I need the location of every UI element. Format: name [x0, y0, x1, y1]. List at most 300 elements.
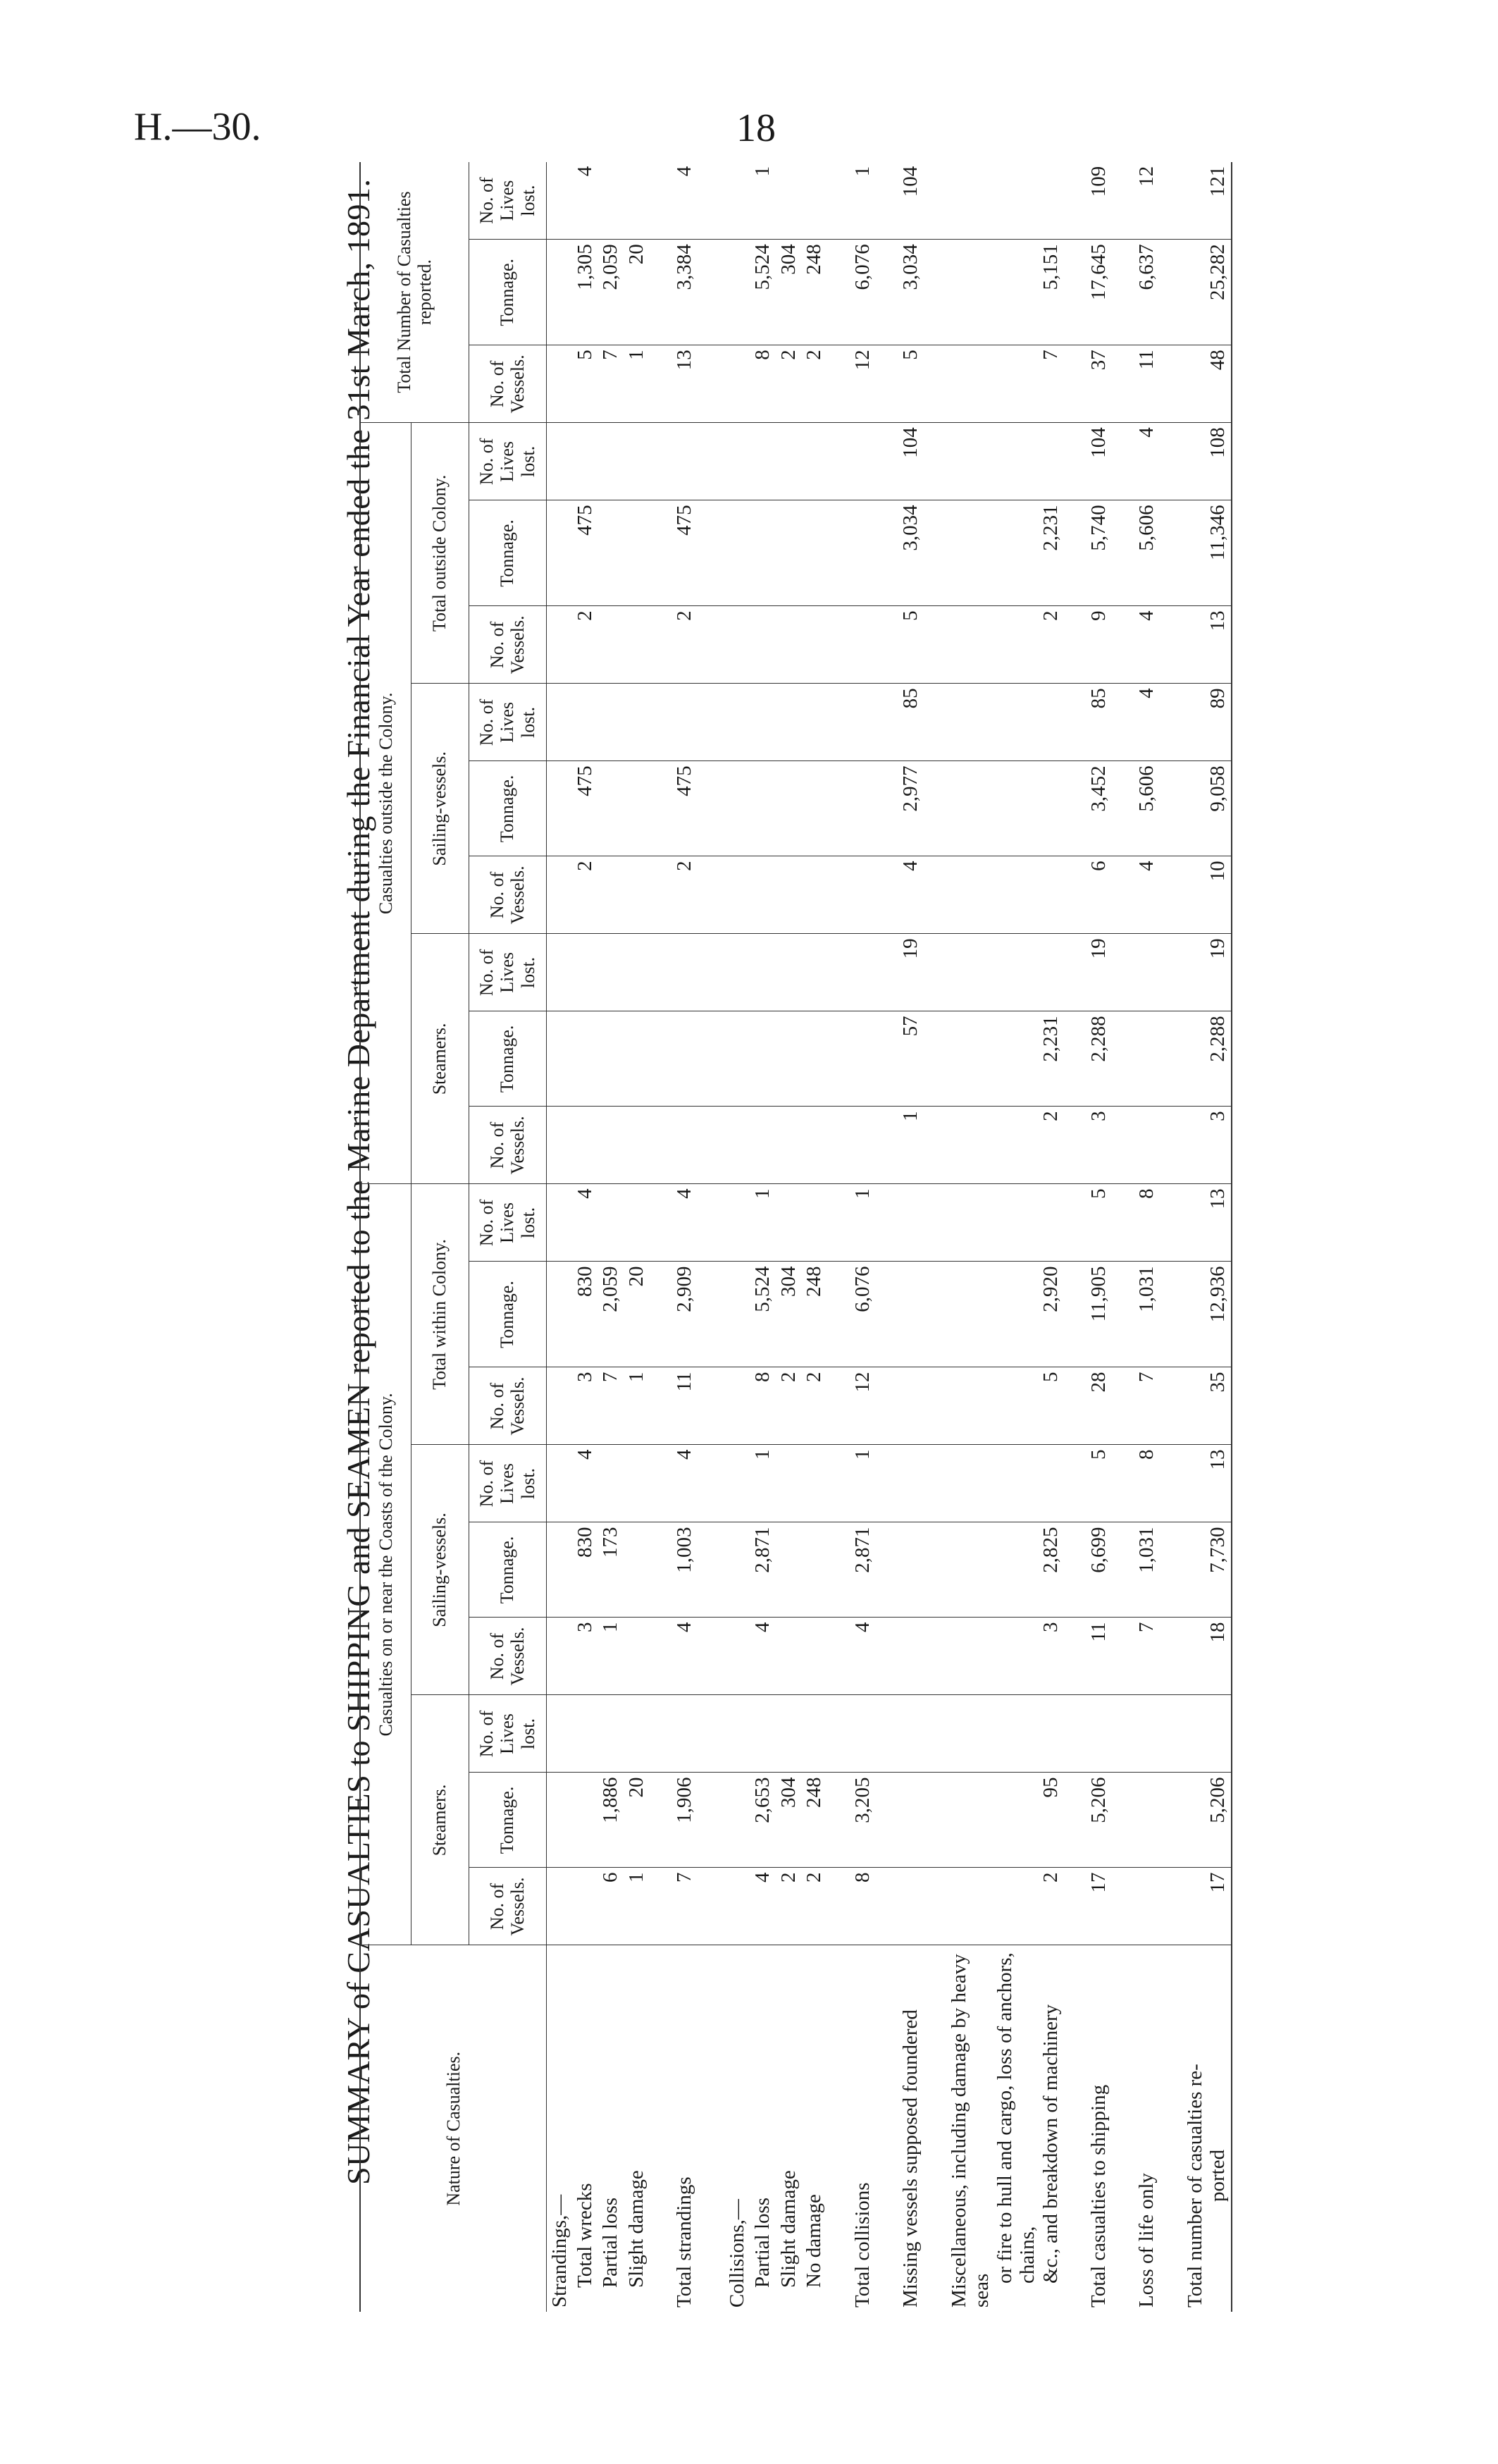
table-cell — [827, 606, 875, 684]
table-cell: 17,645 — [1063, 240, 1111, 345]
table-cell: 2,909 — [649, 1262, 697, 1367]
table-cell: 2 — [649, 606, 697, 684]
table-cell — [598, 500, 623, 606]
table-cell: 35 — [1160, 1367, 1232, 1445]
table-cell — [598, 423, 623, 500]
table-cell — [624, 1184, 649, 1262]
table-cell — [1160, 1695, 1232, 1773]
table-cell — [624, 934, 649, 1011]
table-row — [776, 162, 801, 2312]
table-cell — [572, 684, 598, 761]
table-cell — [827, 761, 875, 856]
table-cell: 475 — [572, 500, 598, 606]
table-cell: 475 — [649, 761, 697, 856]
table-cell: 8 — [1111, 1445, 1159, 1522]
table-cell: 4 — [750, 1868, 775, 1945]
table-cell — [624, 606, 649, 684]
table-cell: 475 — [649, 500, 697, 606]
row-label: Total wrecks — [573, 2183, 596, 2288]
table-cell: 121 — [1160, 162, 1232, 240]
table-cell: 1 — [750, 1184, 775, 1262]
table-cell: 13 — [1160, 1445, 1232, 1522]
table-cell — [776, 500, 801, 606]
table-cell: 5 — [572, 345, 598, 423]
col-vessels: No. of Vessels. — [469, 1868, 546, 1945]
table-cell — [776, 1445, 801, 1522]
table-cell — [801, 1011, 827, 1107]
table-cell — [924, 934, 1063, 1011]
table-cell: 1 — [750, 162, 775, 240]
table-cell: 3 — [1160, 1107, 1232, 1184]
table-cell — [875, 1445, 923, 1522]
table-cell: 1 — [598, 1618, 623, 1695]
table-cell: 57 — [875, 1011, 923, 1107]
table-cell — [776, 761, 801, 856]
table-cell: 20 — [624, 1773, 649, 1868]
table-cell: 2,231 — [924, 1011, 1063, 1107]
table-cell: 48 — [1160, 345, 1232, 423]
sub-steamers-within: Steamers. — [411, 1695, 469, 1945]
table-row — [624, 162, 649, 2312]
table-cell: 830 — [572, 1522, 598, 1618]
table-cell — [598, 606, 623, 684]
table-row — [750, 162, 775, 2312]
table-cell — [598, 1184, 623, 1262]
table-cell — [572, 1868, 598, 1945]
casualty-summary-table — [359, 162, 1232, 2312]
table-cell: 3 — [924, 1618, 1063, 1695]
table-cell — [801, 934, 827, 1011]
table-cell — [1111, 1107, 1159, 1184]
table-cell: 5,524 — [750, 1262, 775, 1367]
table-cell: 6 — [1063, 856, 1111, 934]
table-cell: 20 — [624, 1262, 649, 1367]
table-cell — [827, 934, 875, 1011]
table-cell: 2 — [572, 856, 598, 934]
table-cell: 173 — [598, 1522, 623, 1618]
table-cell: 7 — [1111, 1367, 1159, 1445]
table-cell: 11,905 — [1063, 1262, 1111, 1367]
table-cell: 7,730 — [1160, 1522, 1232, 1618]
table-cell: 18 — [1160, 1618, 1232, 1695]
sub-total-within: Total within Colony. — [411, 1184, 469, 1445]
col-lives: No. of Lives lost. — [469, 1184, 546, 1262]
table-cell — [776, 934, 801, 1011]
table-cell: 3,384 — [649, 240, 697, 345]
table-cell — [827, 1107, 875, 1184]
table-cell: 13 — [1160, 606, 1232, 684]
table-cell: 5,206 — [1160, 1773, 1232, 1868]
table-cell: 5,606 — [1111, 500, 1159, 606]
table-cell: 2 — [801, 1868, 827, 1945]
table-cell: 10 — [1160, 856, 1232, 934]
table-cell: 7 — [924, 345, 1063, 423]
table-cell — [875, 1367, 923, 1445]
table-cell: 1 — [624, 345, 649, 423]
table-cell: 5 — [924, 1367, 1063, 1445]
table-cell: 37 — [1063, 345, 1111, 423]
table-cell: 6,076 — [827, 1262, 875, 1367]
table-cell — [1111, 934, 1159, 1011]
table-cell: 5,606 — [1111, 761, 1159, 856]
table-cell: 12,936 — [1160, 1262, 1232, 1367]
col-lives: No. of Lives lost. — [469, 934, 546, 1011]
table-cell: 3,034 — [875, 240, 923, 345]
table-cell — [572, 1773, 598, 1868]
table-cell — [750, 1695, 775, 1773]
table-cell — [875, 1522, 923, 1618]
table-cell — [827, 1695, 875, 1773]
table-cell — [924, 1695, 1063, 1773]
row-label — [1160, 1945, 1232, 2312]
table-cell — [776, 162, 801, 240]
table-cell: 17 — [1160, 1868, 1232, 1945]
table-cell: 19 — [875, 934, 923, 1011]
table-cell — [649, 1695, 697, 1773]
table-cell: 7 — [598, 345, 623, 423]
table-cell — [1111, 1011, 1159, 1107]
table-cell: 1,305 — [572, 240, 598, 345]
table-cell: 2 — [776, 1367, 801, 1445]
table-cell — [598, 761, 623, 856]
table-cell: 248 — [801, 240, 827, 345]
table-cell: 1 — [827, 162, 875, 240]
section-header-strandings — [546, 162, 572, 2312]
table-cell: 248 — [801, 1773, 827, 1868]
table-cell — [801, 1445, 827, 1522]
table-cell — [750, 500, 775, 606]
table-cell: 1,003 — [649, 1522, 697, 1618]
table-cell: 1 — [875, 1107, 923, 1184]
table-cell: 7 — [649, 1868, 697, 1945]
table-cell: 85 — [875, 684, 923, 761]
table-cell — [924, 1445, 1063, 1522]
table-cell: 2,059 — [598, 240, 623, 345]
table-cell: 2 — [924, 1868, 1063, 1945]
table-cell: 7 — [598, 1367, 623, 1445]
row-label: Loss of life only — [1135, 2173, 1158, 2308]
table-cell — [598, 856, 623, 934]
row-label-line: or fire to hull and cargo, loss of anchors, chains, — [993, 1952, 1039, 2284]
row-label — [924, 1945, 1063, 2312]
table-cell: 6,637 — [1111, 240, 1159, 345]
table-cell: 85 — [1063, 684, 1111, 761]
table-cell: 5 — [1063, 1445, 1111, 1522]
table-cell — [924, 423, 1063, 500]
table-cell: 104 — [875, 423, 923, 500]
table-cell: 4 — [875, 856, 923, 934]
section-label: Collisions,— — [725, 2199, 748, 2308]
table-cell: 3,205 — [827, 1773, 875, 1868]
table-row — [1160, 162, 1232, 2312]
table-cell: 2,288 — [1063, 1011, 1111, 1107]
table-cell: 7 — [1111, 1618, 1159, 1695]
table-cell: 2,825 — [924, 1522, 1063, 1618]
table-cell — [624, 423, 649, 500]
sub-sailing-within: Sailing-vessels. — [411, 1445, 469, 1695]
table-cell: 19 — [1063, 934, 1111, 1011]
table-cell: 89 — [1160, 684, 1232, 761]
table-cell: 108 — [1160, 423, 1232, 500]
table-cell: 6,699 — [1063, 1522, 1111, 1618]
table-cell — [624, 761, 649, 856]
table-cell — [598, 684, 623, 761]
table-cell: 11 — [1111, 345, 1159, 423]
table-cell — [801, 1184, 827, 1262]
table-cell — [875, 1695, 923, 1773]
row-label: Slight damage — [776, 2170, 800, 2288]
table-cell — [598, 1107, 623, 1184]
table-cell — [624, 1522, 649, 1618]
table-cell: 2,059 — [598, 1262, 623, 1367]
table-cell: 5 — [875, 606, 923, 684]
table-cell: 1,031 — [1111, 1262, 1159, 1367]
table-cell: 304 — [776, 1262, 801, 1367]
col-vessels: No. of Vessels. — [469, 345, 546, 423]
table-cell: 8 — [750, 345, 775, 423]
table-cell: 830 — [572, 1262, 598, 1367]
table-cell: 6,076 — [827, 240, 875, 345]
col-tonnage: Tonnage. — [469, 1011, 546, 1107]
table-cell — [649, 934, 697, 1011]
table-cell: 1 — [827, 1184, 875, 1262]
table-cell: 1,886 — [598, 1773, 623, 1868]
table-cell — [875, 1262, 923, 1367]
table-cell: 1,031 — [1111, 1522, 1159, 1618]
document-title: SUMMARY of CASUALTIES to SHIPPING and SEAMEN reported to the Marine Department during the Financial Year ended the 31st March, 1891. — [340, 178, 376, 2185]
table-cell: 4 — [649, 1618, 697, 1695]
col-tonnage: Tonnage. — [469, 761, 546, 856]
table-cell: 4 — [649, 1184, 697, 1262]
table-cell: 4 — [649, 1445, 697, 1522]
table-cell: 2 — [924, 606, 1063, 684]
table-cell: 4 — [1111, 684, 1159, 761]
table-cell — [572, 1011, 598, 1107]
section-header-collisions — [698, 162, 750, 2312]
table-row — [801, 162, 827, 2312]
table-cell — [801, 761, 827, 856]
section-label: Strandings,— — [547, 2194, 571, 2308]
table-cell — [598, 1011, 623, 1107]
group-within-colony: Casualties on or near the Coasts of the Colony. — [360, 1184, 411, 1945]
table-cell — [1111, 1868, 1159, 1945]
table-cell: 20 — [624, 240, 649, 345]
table-cell — [801, 423, 827, 500]
table-cell — [598, 1695, 623, 1773]
table-cell — [924, 162, 1063, 240]
table-cell — [750, 684, 775, 761]
col-vessels: No. of Vessels. — [469, 1367, 546, 1445]
table-cell — [924, 684, 1063, 761]
table-row — [827, 162, 875, 2312]
table-cell: 11,346 — [1160, 500, 1232, 606]
col-tonnage: Tonnage. — [469, 1522, 546, 1618]
table-cell — [801, 500, 827, 606]
row-label: Total casualties to shipping — [1087, 2084, 1110, 2308]
table-cell: 6 — [598, 1868, 623, 1945]
table-cell — [776, 684, 801, 761]
col-lives: No. of Lives lost. — [469, 162, 546, 240]
row-label-line: ported — [1206, 2149, 1230, 2202]
table-cell: 5 — [1063, 1184, 1111, 1262]
table-cell: 1 — [827, 1445, 875, 1522]
table-cell — [801, 1522, 827, 1618]
table-cell: 12 — [1111, 162, 1159, 240]
table-cell — [649, 1107, 697, 1184]
table-cell — [572, 934, 598, 1011]
col-tonnage: Tonnage. — [469, 1773, 546, 1868]
table-cell — [624, 684, 649, 761]
page-number: 18 — [736, 106, 776, 150]
table-cell — [750, 1107, 775, 1184]
row-label-line: &c., and breakdown of machinery — [1039, 2004, 1062, 2284]
table-cell: 304 — [776, 240, 801, 345]
table-cell: 4 — [572, 162, 598, 240]
table-cell: 109 — [1063, 162, 1111, 240]
table-row — [572, 162, 598, 2312]
rotated-table-wrapper — [359, 166, 1230, 2312]
row-label: Total strandings — [673, 2176, 696, 2308]
table-cell — [924, 761, 1063, 856]
table-cell: 2,231 — [924, 500, 1063, 606]
row-label-line: Miscellaneous, including damage by heavy seas — [947, 1954, 993, 2308]
table-cell — [924, 1184, 1063, 1262]
table-cell — [598, 1445, 623, 1522]
row-label: Slight damage — [624, 2170, 648, 2288]
table-cell — [776, 1522, 801, 1618]
document-reference: H.—30. — [134, 105, 261, 149]
group-outside-colony: Casualties outside the Colony. — [360, 423, 411, 1184]
table-cell — [750, 934, 775, 1011]
table-cell — [776, 1695, 801, 1773]
col-lives: No. of Lives lost. — [469, 1445, 546, 1522]
table-cell: 8 — [750, 1367, 775, 1445]
table-cell — [572, 1107, 598, 1184]
row-label-line: Total number of casualties re- — [1183, 2064, 1206, 2308]
table-cell — [776, 1107, 801, 1184]
table-cell — [801, 684, 827, 761]
row-label: Partial loss — [751, 2197, 774, 2288]
sub-sailing-outside: Sailing-vessels. — [411, 684, 469, 934]
group-total-reported: Total Number of Casualties reported. — [360, 162, 469, 423]
table-cell: 2,288 — [1160, 1011, 1232, 1107]
table-cell: 13 — [1160, 1184, 1232, 1262]
table-cell: 8 — [1111, 1184, 1159, 1262]
table-cell: 104 — [875, 162, 923, 240]
table-cell — [598, 162, 623, 240]
table-cell: 5,206 — [1063, 1773, 1111, 1868]
col-vessels: No. of Vessels. — [469, 1618, 546, 1695]
table-cell — [624, 162, 649, 240]
table-cell — [572, 1695, 598, 1773]
table-cell: 9 — [1063, 606, 1111, 684]
table-cell: 1 — [624, 1367, 649, 1445]
table-cell — [801, 1107, 827, 1184]
table-cell — [572, 423, 598, 500]
table-cell — [750, 856, 775, 934]
table-cell — [801, 1695, 827, 1773]
table-cell: 5,524 — [750, 240, 775, 345]
table-cell — [875, 1184, 923, 1262]
sub-total-outside: Total outside Colony. — [411, 423, 469, 684]
table-cell — [624, 1107, 649, 1184]
table-cell: 95 — [924, 1773, 1063, 1868]
table-cell — [624, 1011, 649, 1107]
table-cell: 8 — [827, 1868, 875, 1945]
table-cell: 248 — [801, 1262, 827, 1367]
table-cell — [649, 423, 697, 500]
table-cell — [801, 856, 827, 934]
sub-steamers-outside: Steamers. — [411, 934, 469, 1184]
table-cell: 13 — [649, 345, 697, 423]
table-cell: 4 — [649, 162, 697, 240]
table-cell: 11 — [1063, 1618, 1111, 1695]
table-cell — [875, 1868, 923, 1945]
table-row — [1111, 162, 1159, 2312]
table-cell: 12 — [827, 1367, 875, 1445]
table-cell — [875, 1773, 923, 1868]
table-cell — [801, 1618, 827, 1695]
table-cell — [624, 856, 649, 934]
table-cell — [776, 606, 801, 684]
table-cell: 475 — [572, 761, 598, 856]
table-cell — [624, 500, 649, 606]
col-lives: No. of Lives lost. — [469, 423, 546, 500]
table-cell: 2,871 — [750, 1522, 775, 1618]
table-cell: 12 — [827, 345, 875, 423]
table-cell — [776, 423, 801, 500]
table-cell: 2 — [649, 856, 697, 934]
table-cell — [776, 856, 801, 934]
row-label: Missing vessels supposed foundered — [899, 2009, 922, 2308]
table-cell: 5,151 — [924, 240, 1063, 345]
table-cell — [598, 934, 623, 1011]
col-nature: Nature of Casualties. — [360, 1945, 546, 2312]
col-vessels: No. of Vessels. — [469, 856, 546, 934]
table-cell: 2 — [801, 345, 827, 423]
table-cell: 2 — [801, 1367, 827, 1445]
row-label: No damage — [803, 2194, 826, 2288]
table-cell — [776, 1184, 801, 1262]
row-label: Total collisions — [850, 2182, 874, 2308]
table-cell: 4 — [1111, 606, 1159, 684]
table-cell: 2,977 — [875, 761, 923, 856]
table-cell: 28 — [1063, 1367, 1111, 1445]
col-tonnage: Tonnage. — [469, 500, 546, 606]
table-cell — [624, 1695, 649, 1773]
table-cell — [801, 162, 827, 240]
table-row — [1063, 162, 1111, 2312]
table-cell: 304 — [776, 1773, 801, 1868]
table-cell — [827, 856, 875, 934]
table-cell: 4 — [750, 1618, 775, 1695]
table-cell: 2,920 — [924, 1262, 1063, 1367]
table-cell — [750, 1011, 775, 1107]
table-cell: 3 — [572, 1618, 598, 1695]
table-cell — [750, 606, 775, 684]
col-lives: No. of Lives lost. — [469, 1695, 546, 1773]
table-cell — [924, 856, 1063, 934]
table-cell: 1 — [624, 1868, 649, 1945]
table-cell: 104 — [1063, 423, 1111, 500]
table-cell — [1063, 1695, 1111, 1773]
table-cell: 4 — [1111, 423, 1159, 500]
col-vessels: No. of Vessels. — [469, 1107, 546, 1184]
col-tonnage: Tonnage. — [469, 240, 546, 345]
table-cell: 19 — [1160, 934, 1232, 1011]
table-cell — [624, 1618, 649, 1695]
table-cell — [776, 1011, 801, 1107]
